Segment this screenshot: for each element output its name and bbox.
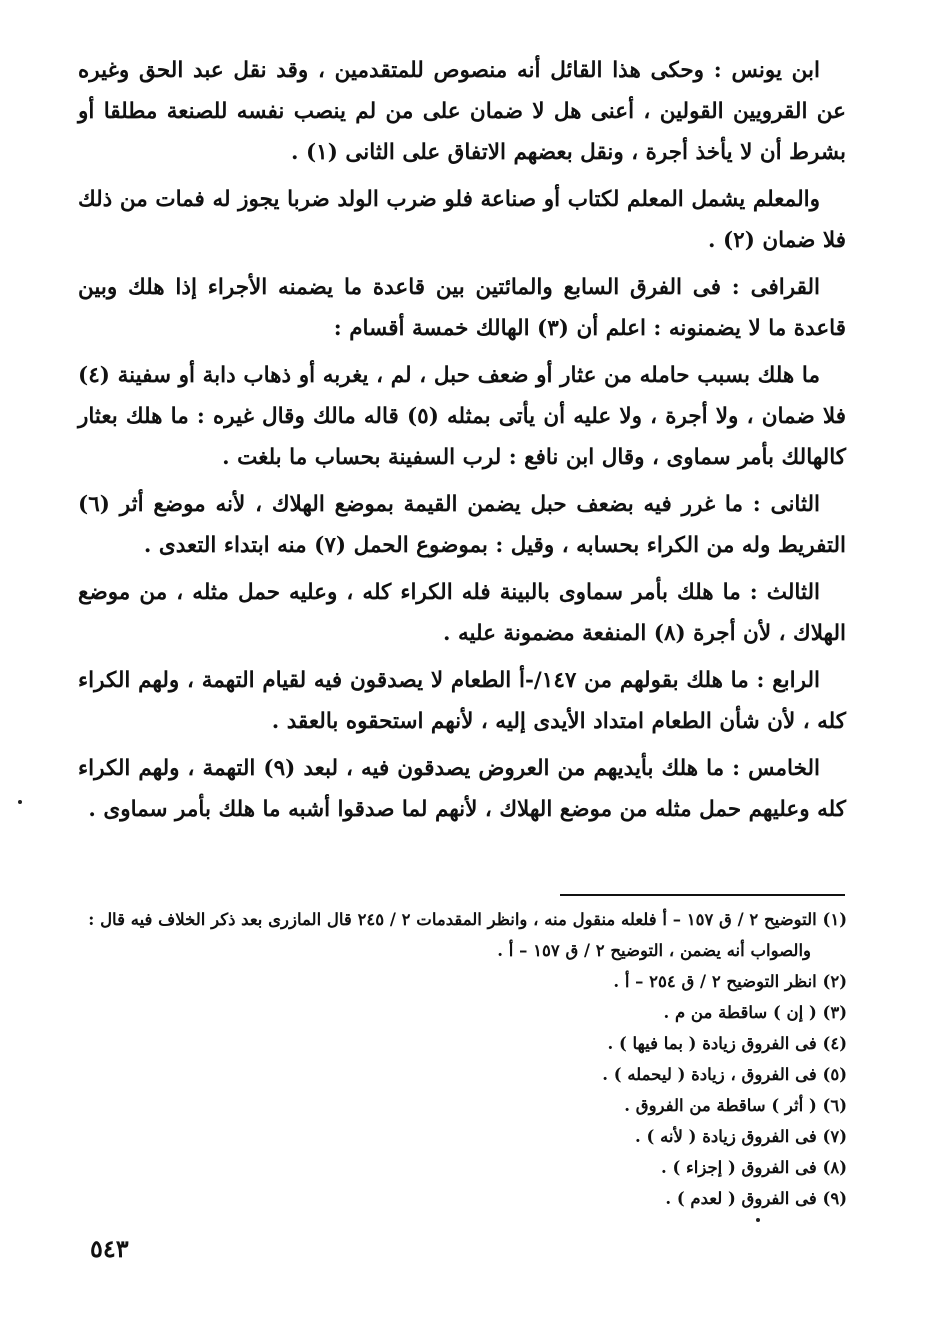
- footnote-9: (٩) فى الفروق ( لعدم ) .: [665, 1189, 847, 1208]
- scan-speck: [756, 1218, 760, 1222]
- paragraph-7: الرابع : ما هلك بقولهم من ١٤٧/-أ الطعام لا يصدقون فيه لقيام التهمة ، ولهم الكراء كله ، لأن شأن الطعام امتداد الأيدى إليه ، لأنهم استحقوه بالعقد .: [78, 668, 846, 734]
- footnote-2: (٢) انظر التوضيح ٢ / ق ٢٥٤ – أ .: [613, 972, 847, 991]
- footnote-4: (٤) فى الفروق زيادة ( بما فيها ) .: [607, 1034, 847, 1053]
- footnote-5: (٥) فى الفروق ، زيادة ( ليحمله ) .: [602, 1065, 847, 1084]
- paragraph-5: الثانى : ما غرر فيه بضعف حبل يضمن القيمة بموضع الهلاك ، لأنه موضع أثر (٦) التفريط وله من الكراء بحسابه ، وقيل : بموضوع الحمل (٧) منه ابتداء التعدى .: [78, 492, 846, 558]
- footnote-1-continuation: والصواب أنه يضمن ، التوضيح ٢ / ق ١٥٧ – أ .: [497, 941, 811, 960]
- footnote-6: (٦) ( أثر ) ساقطة من الفروق .: [624, 1096, 847, 1115]
- paragraph-6: الثالث : ما هلك بأمر سماوى بالبينة فله الكراء كله ، وعليه حمل مثله ، من موضع الهلاك ، لأن أجرة (٨) المنفعة مضمونة عليه .: [78, 580, 846, 646]
- footnotes: [60, 904, 847, 1214]
- footnote-7: (٧) فى الفروق زيادة ( لأنه ) .: [635, 1127, 847, 1146]
- page-number: ٥٤٣: [90, 1234, 129, 1263]
- footnote-3: (٣) ( إن ) ساقطة من م .: [663, 1003, 847, 1022]
- footnote-divider: [560, 894, 845, 896]
- paragraph-8: الخامس : ما هلك بأيديهم من العروض يصدقون فيه ، لبعد (٩) التهمة ، ولهم الكراء كله وعليهم حمل مثله من موضع الهلاك ، لأنهم لما صدقوا أشبه ما هلك بأمر سماوى .: [78, 756, 846, 822]
- paragraph-2: والمعلم يشمل المعلم لكتاب أو صناعة فلو ضرب الولد ضربا يجوز له فمات من ذلك فلا ضمان (٢) .: [78, 187, 846, 253]
- footnote-1: [60, 904, 847, 966]
- paragraph-4: ما هلك بسبب حامله من عثار أو ضعف حبل ، لم ، يغربه أو ذهاب دابة أو سفينة (٤) فلا ضمان ، ولا أجرة ، ولا عليه أن يأتى بمثله (٥) قاله مالك وقال غيره : ما هلك بعثار كالهالك بأمر سماوى ، وقال ابن نافع : لرب السفينة بحساب ما بلغت .: [78, 363, 846, 470]
- paragraph-3: القرافى : فى الفرق السابع والمائتين بين قاعدة ما يضمنه الأجراء إذا هلك وبين قاعدة ما لا يضمنونه : اعلم أن (٣) الهالك خمسة أقسام :: [78, 275, 846, 341]
- main-text: [78, 50, 846, 836]
- paragraph-1: ابن يونس : وحكى هذا القائل أنه منصوص للمتقدمين ، وقد نقل عبد الحق وغيره عن القرويين القولين ، أعنى هل لا ضمان على من لم ينصب نفسه للصنعة مطلقا أو بشرط أن لا يأخذ أجرة ، ونقل بعضهم الاتفاق على الثانى (١) .: [78, 58, 846, 165]
- footnote-8: (٨) فى الفروق ( إجزاء ) .: [660, 1158, 847, 1177]
- footnote-1-text: (١) التوضيح ٢ / ق ١٥٧ – أ فلعله منقول منه ، وانظر المقدمات ٢ / ٢٤٥ قال المازرى بعد ذكر الخلاف فيه قال :: [88, 910, 847, 929]
- scan-speck: [18, 800, 22, 804]
